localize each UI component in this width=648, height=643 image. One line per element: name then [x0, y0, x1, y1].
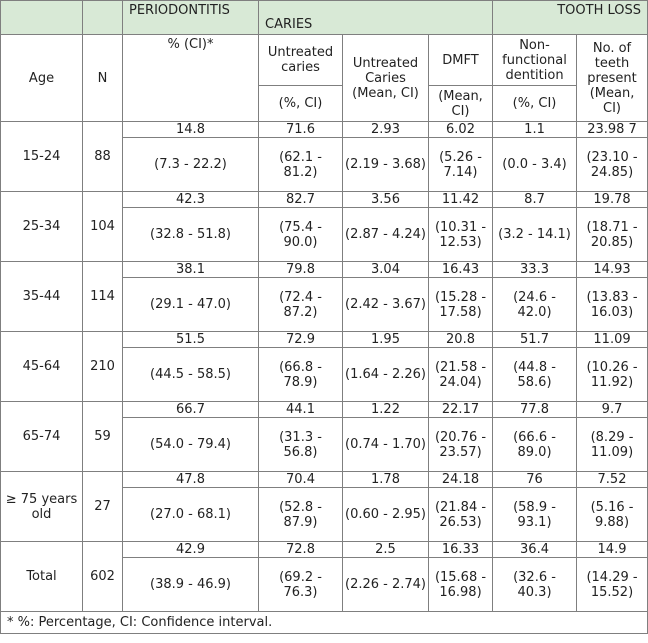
value-cell: 14.93 [577, 262, 648, 278]
table-row [1, 262, 648, 278]
age-cell: 15-24 [1, 122, 83, 192]
ci-cell: (72.4 - 87.2) [259, 278, 343, 332]
value-cell: 1.1 [493, 122, 577, 138]
ci-cell: (0.74 - 1.70) [343, 418, 429, 472]
value-cell: 79.8 [259, 262, 343, 278]
ci-cell: (15.28 - 17.58) [429, 278, 493, 332]
header-tooth-loss: TOOTH LOSS [493, 1, 648, 35]
value-cell: 22.17 [429, 402, 493, 418]
ci-cell: (15.68 - 16.98) [429, 558, 493, 612]
ci-cell: (32.8 - 51.8) [123, 208, 259, 262]
ci-cell: (3.2 - 14.1) [493, 208, 577, 262]
ci-cell: (66.6 - 89.0) [493, 418, 577, 472]
table-row [1, 122, 648, 138]
value-cell: 76 [493, 472, 577, 488]
value-cell: 1.95 [343, 332, 429, 348]
ci-cell: (52.8 - 87.9) [259, 488, 343, 542]
age-cell: ≥ 75 years old [1, 472, 83, 542]
ci-cell: (27.0 - 68.1) [123, 488, 259, 542]
value-cell: 2.5 [343, 542, 429, 558]
ci-cell: (7.3 - 22.2) [123, 138, 259, 192]
value-cell: 33.3 [493, 262, 577, 278]
value-cell: 72.9 [259, 332, 343, 348]
value-cell: 9.7 [577, 402, 648, 418]
n-cell: 27 [83, 472, 123, 542]
table-row [1, 332, 648, 348]
value-cell: 14.9 [577, 542, 648, 558]
value-cell: 51.7 [493, 332, 577, 348]
age-cell: 35-44 [1, 262, 83, 332]
ci-cell: (2.42 - 3.67) [343, 278, 429, 332]
ci-cell: (0.60 - 2.95) [343, 488, 429, 542]
ci-cell: (44.5 - 58.5) [123, 348, 259, 402]
value-cell: 2.93 [343, 122, 429, 138]
ci-cell: (21.84 - 26.53) [429, 488, 493, 542]
header-age: Age [1, 35, 83, 122]
value-cell: 8.7 [493, 192, 577, 208]
header-nonfunctional-unit: (%, CI) [493, 86, 577, 122]
header-blank-age [1, 1, 83, 35]
value-cell: 36.4 [493, 542, 577, 558]
header-nonfunctional: Non-functional dentition [493, 35, 577, 86]
value-cell: 42.9 [123, 542, 259, 558]
value-cell: 3.04 [343, 262, 429, 278]
ci-cell: (62.1 - 81.2) [259, 138, 343, 192]
ci-cell: (0.0 - 3.4) [493, 138, 577, 192]
footnote: * %: Percentage, CI: Confidence interval. [1, 612, 648, 634]
ci-cell: (44.8 - 58.6) [493, 348, 577, 402]
value-cell: 14.8 [123, 122, 259, 138]
n-cell: 104 [83, 192, 123, 262]
ci-cell: (21.58 - 24.04) [429, 348, 493, 402]
header-untreated-caries-mean: Untreated Caries (Mean, CI) [343, 35, 429, 122]
ci-cell: (24.6 - 42.0) [493, 278, 577, 332]
value-cell: 6.02 [429, 122, 493, 138]
value-cell: 20.8 [429, 332, 493, 348]
value-cell: 3.56 [343, 192, 429, 208]
ci-cell: (2.26 - 2.74) [343, 558, 429, 612]
ci-cell: (54.0 - 79.4) [123, 418, 259, 472]
ci-cell: (18.71 - 20.85) [577, 208, 648, 262]
ci-cell: (5.16 - 9.88) [577, 488, 648, 542]
header-n: N [83, 35, 123, 122]
header-untreated-caries-pct: Untreated caries [259, 35, 343, 86]
ci-cell: (1.64 - 2.26) [343, 348, 429, 402]
ci-cell: (13.83 - 16.03) [577, 278, 648, 332]
value-cell: 72.8 [259, 542, 343, 558]
ci-cell: (23.10 - 24.85) [577, 138, 648, 192]
ci-cell: (2.87 - 4.24) [343, 208, 429, 262]
value-cell: 11.09 [577, 332, 648, 348]
age-cell: Total [1, 542, 83, 612]
header-dmft-unit: (Mean, CI) [429, 86, 493, 122]
header-untreated-caries-pct-unit: (%, CI) [259, 86, 343, 122]
ci-cell: (58.9 - 93.1) [493, 488, 577, 542]
age-cell: 45-64 [1, 332, 83, 402]
ci-cell: (8.29 - 11.09) [577, 418, 648, 472]
n-cell: 210 [83, 332, 123, 402]
header-dmft: DMFT [429, 35, 493, 86]
value-cell: 47.8 [123, 472, 259, 488]
header-teeth-present: No. of teeth present (Mean, CI) [577, 35, 648, 122]
age-cell: 65-74 [1, 402, 83, 472]
age-cell: 25-34 [1, 192, 83, 262]
ci-cell: (66.8 - 78.9) [259, 348, 343, 402]
value-cell: 70.4 [259, 472, 343, 488]
value-cell: 82.7 [259, 192, 343, 208]
value-cell: 77.8 [493, 402, 577, 418]
value-cell: 16.33 [429, 542, 493, 558]
table-row [1, 542, 648, 558]
ci-cell: (20.76 - 23.57) [429, 418, 493, 472]
ci-cell: (5.26 - 7.14) [429, 138, 493, 192]
value-cell: 42.3 [123, 192, 259, 208]
ci-cell: (10.31 - 12.53) [429, 208, 493, 262]
n-cell: 59 [83, 402, 123, 472]
value-cell: 19.78 [577, 192, 648, 208]
n-cell: 88 [83, 122, 123, 192]
value-cell: 16.43 [429, 262, 493, 278]
ci-cell: (69.2 - 76.3) [259, 558, 343, 612]
ci-cell: (2.19 - 3.68) [343, 138, 429, 192]
value-cell: 1.22 [343, 402, 429, 418]
value-cell: 38.1 [123, 262, 259, 278]
value-cell: 44.1 [259, 402, 343, 418]
value-cell: 66.7 [123, 402, 259, 418]
header-caries: CARIES [259, 1, 493, 35]
value-cell: 23.98 7 [577, 122, 648, 138]
header-periodontitis: PERIODONTITIS [123, 1, 259, 35]
value-cell: 7.52 [577, 472, 648, 488]
ci-cell: (14.29 - 15.52) [577, 558, 648, 612]
table-row [1, 472, 648, 488]
ci-cell: (38.9 - 46.9) [123, 558, 259, 612]
header-blank-n [83, 1, 123, 35]
ci-cell: (32.6 - 40.3) [493, 558, 577, 612]
ci-cell: (31.3 - 56.8) [259, 418, 343, 472]
value-cell: 71.6 [259, 122, 343, 138]
ci-cell: (75.4 - 90.0) [259, 208, 343, 262]
table-row [1, 402, 648, 418]
value-cell: 24.18 [429, 472, 493, 488]
value-cell: 11.42 [429, 192, 493, 208]
n-cell: 114 [83, 262, 123, 332]
header-pct-ci: % (CI)* [123, 35, 259, 122]
ci-cell: (29.1 - 47.0) [123, 278, 259, 332]
ci-cell: (10.26 - 11.92) [577, 348, 648, 402]
table-row [1, 192, 648, 208]
n-cell: 602 [83, 542, 123, 612]
value-cell: 1.78 [343, 472, 429, 488]
value-cell: 51.5 [123, 332, 259, 348]
